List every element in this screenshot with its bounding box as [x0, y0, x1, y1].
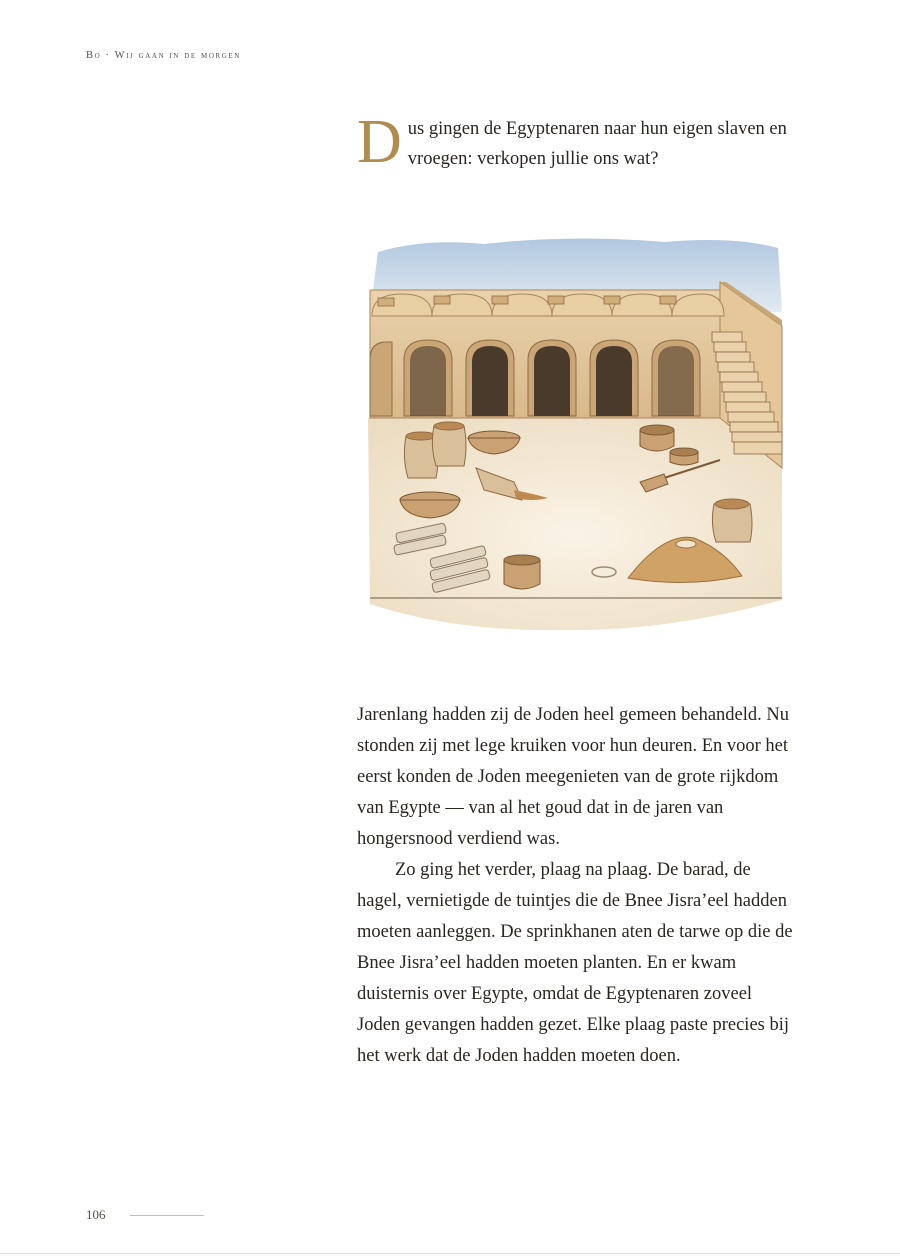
opening-text: us gingen de Egyptenaren naar hun eigen slaven en vroegen: verkopen jullie ons wat?: [407, 119, 787, 169]
body-text: [357, 700, 797, 1072]
paragraph-2: Zo ging het verder, plaag na plaag. De barad, de hagel, vernietigde de tuintjes die de Bnee Jisra’eel hadden moeten aanleggen. De sprinkhanen aten de tarwe op die de Bnee Jisra’eel hadden moeten planten. En er kwam duisternis over Egypte, omdat de Egyptenaren zoveel Joden gevangen hadden gezet. Elke plaag paste precies bij het werk dat de Joden hadden moeten doen.: [357, 860, 793, 1066]
page-number: 106: [86, 1207, 106, 1222]
page-bottom-edge: [0, 1253, 900, 1254]
footer-rule: [130, 1215, 204, 1216]
drop-cap: D: [357, 108, 402, 176]
granary-courtyard-illustration: [364, 232, 788, 640]
paragraph-1: Jarenlang hadden zij de Joden heel gemeen behandeld. Nu stonden zij met lege kruiken voor hun deuren. En voor het eerst konden de Joden meegenieten van de grote rijkdom van Egypte — van al het goud dat in de jaren van hongersnood verdiend was.: [357, 705, 790, 849]
opening-paragraph: [357, 108, 787, 176]
running-header: Bo · Wij gaan in de morgen: [86, 50, 241, 61]
